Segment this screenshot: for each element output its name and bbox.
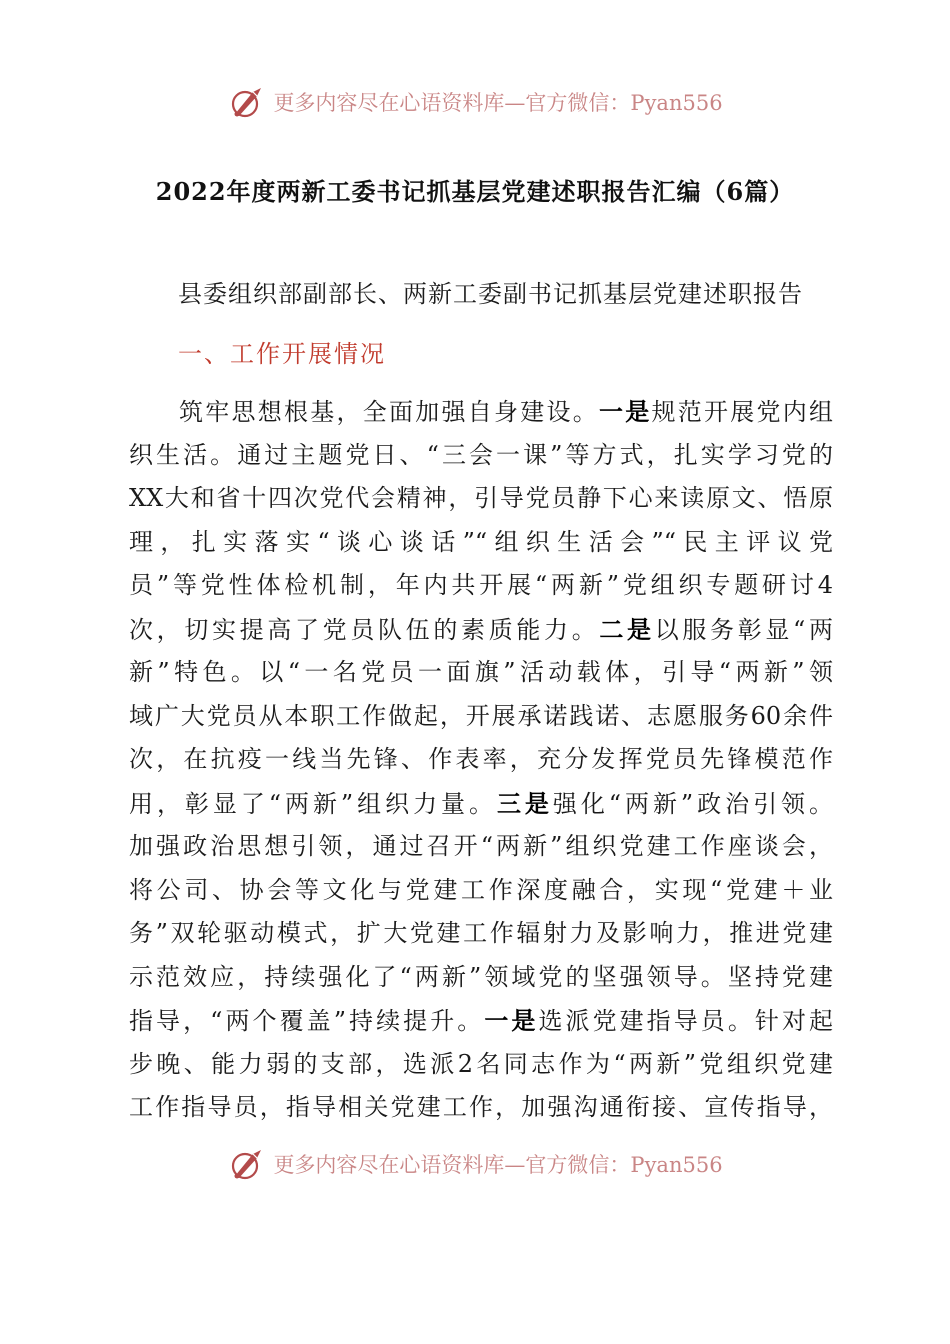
emphasis-marker: 二是 <box>599 614 655 644</box>
text-line <box>129 651 833 695</box>
watermark-banner-top <box>0 82 950 122</box>
text-run: 工作指导员，指导相关党建工作，加强沟通衔接、宣传指导， <box>129 1093 833 1121</box>
text-run: 将公司、协会等文化与党建工作深度融合，实现“党建＋业 <box>129 875 833 904</box>
text-line <box>129 434 833 478</box>
text-run: 筑牢思想根基，全面加强自身建设。 <box>179 398 599 426</box>
text-run: XX大和省十四次党代会精神，引导党员静下心来读原文、悟原 <box>129 484 833 512</box>
text-run: 用，彰显了“两新”组织力量。 <box>129 789 497 818</box>
text-run: 务”双轮驱动模式，扩大党建工作辐射力及影响力，推进党建 <box>129 919 833 947</box>
text-line <box>129 825 833 869</box>
text-run: 选派党建指导员。针对起 <box>538 1007 834 1035</box>
text-run: 域广大党员从本职工作做起，开展承诺践诺、志愿服务60余件 <box>129 701 833 730</box>
text-run: 规范开展党内组 <box>651 398 833 426</box>
text-line <box>129 912 833 956</box>
text-run: 以服务彰显“两 <box>654 615 834 644</box>
text-run: 指导，“两个覆盖”持续提升。 <box>129 1007 485 1035</box>
text-line <box>129 695 833 739</box>
text-run: 次，切实提高了党员队伍的素质能力。 <box>129 615 600 644</box>
text-run: 织生活。通过主题党日、“三会一课”等方式，扎实学习党的 <box>129 440 833 469</box>
text-line <box>129 1086 833 1130</box>
text-run: 加强政治思想引领，通过召开“两新”组织党建工作座谈会， <box>129 832 833 860</box>
text-line <box>129 956 833 1000</box>
text-line <box>129 738 833 782</box>
report-subtitle: 县委组织部副部长、两新工委副书记抓基层党建述职报告 <box>178 280 803 308</box>
quill-pen-icon <box>227 1146 267 1182</box>
text-run: 新”特色。以“一名党员一面旗”活动载体，引导“两新”领 <box>129 658 833 686</box>
text-line <box>129 608 833 652</box>
text-run: 步晚、能力弱的支部，选派2名同志作为“两新”党组织党建 <box>129 1049 833 1078</box>
text-line <box>129 477 833 521</box>
text-line <box>129 564 833 608</box>
text-line <box>129 1043 833 1087</box>
text-line <box>129 869 833 913</box>
text-line <box>129 782 833 826</box>
section-heading: 一、工作开展情况 <box>178 340 386 368</box>
watermark-text: 更多内容尽在心语资料库—官方微信：Pyan556 <box>273 1153 723 1177</box>
text-line <box>129 521 833 565</box>
quill-pen-icon <box>227 84 267 120</box>
document-title: 2022年度两新工委书记抓基层党建述职报告汇编（6篇） <box>155 177 795 206</box>
text-line <box>129 999 833 1043</box>
emphasis-marker: 一是 <box>484 1006 539 1035</box>
text-run: 强化“两新”政治引领。 <box>552 789 833 818</box>
emphasis-marker: 三是 <box>496 788 553 818</box>
text-line <box>129 390 833 434</box>
watermark-text: 更多内容尽在心语资料库—官方微信：Pyan556 <box>273 91 723 115</box>
text-run: 理，扎实落实“谈心谈话”“组织生活会”“民主评议党 <box>129 527 833 556</box>
body-paragraph <box>129 390 833 1130</box>
text-run: 示范效应，持续强化了“两新”领域党的坚强领导。坚持党建 <box>129 962 833 991</box>
watermark-banner-bottom <box>0 1144 950 1184</box>
text-run: 员”等党性体检机制，年内共开展“两新”党组织专题研讨4 <box>129 571 833 599</box>
text-run: 次，在抗疫一线当先锋、作表率，充分发挥党员先锋模范作 <box>129 745 833 773</box>
emphasis-marker: 一是 <box>599 397 652 426</box>
